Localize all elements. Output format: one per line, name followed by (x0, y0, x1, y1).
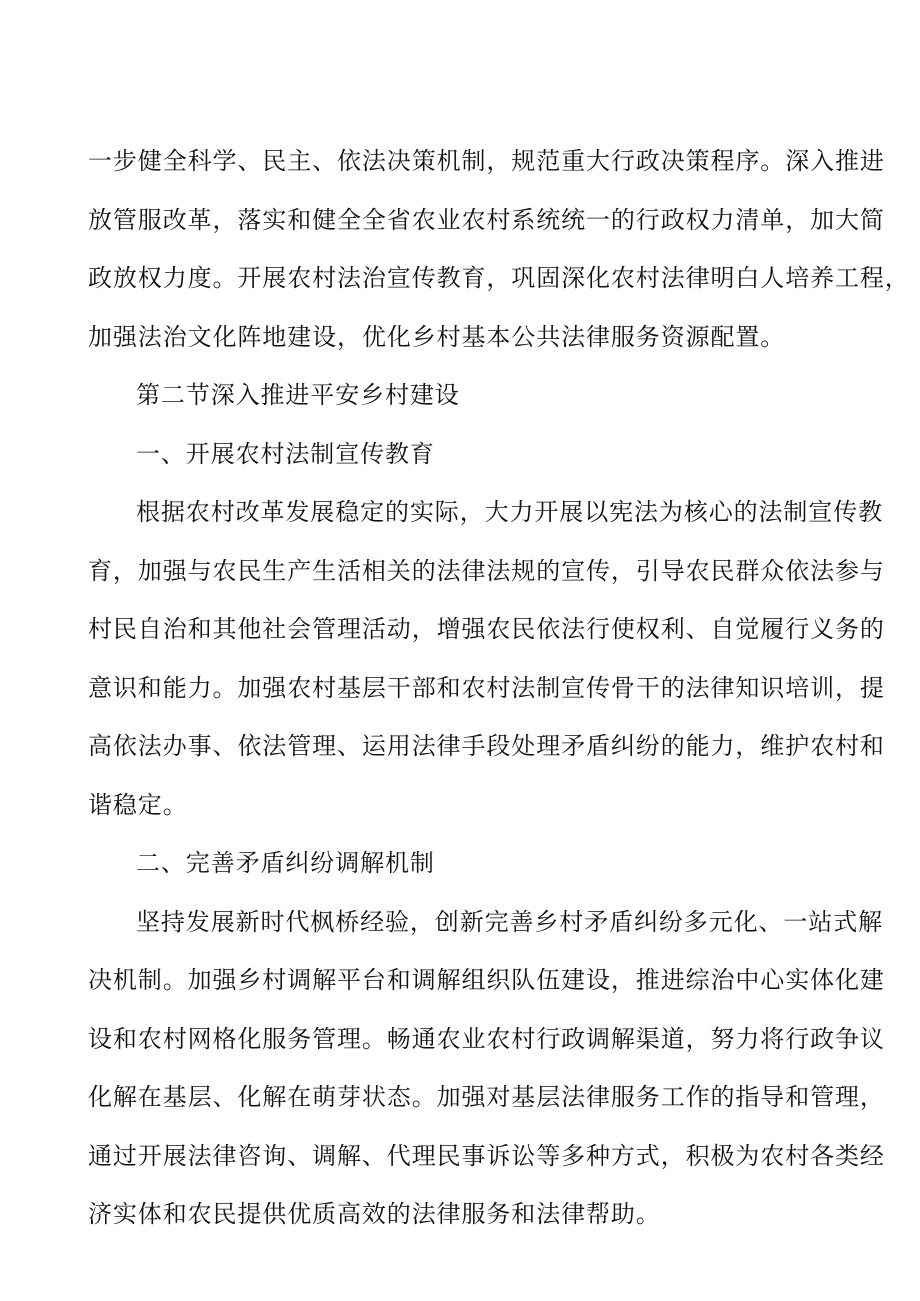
paragraph-line: 高依法办事、依法管理、运用法律手段处理矛盾纠纷的能力，维护农村和 (88, 732, 885, 760)
paragraph-line: 济实体和农民提供优质高效的法律服务和法律帮助。 (88, 1200, 661, 1228)
paragraph-line: 育，加强与农民生产生活相关的法律法规的宣传，引导农民群众依法参与 (88, 556, 885, 585)
paragraph-line: 通过开展法律咨询、调解、代理民事诉讼等多种方式，积极为农村各类经 (88, 1141, 885, 1170)
paragraph-line: 决机制。加强乡村调解平台和调解组织队伍建设，推进综治中心实体化建 (88, 966, 885, 994)
paragraph-line: 化解在基层、化解在萌芽状态。加强对基层法律服务工作的指导和管理， (88, 1083, 885, 1111)
subsection-heading: 二、完善矛盾纠纷调解机制 (136, 849, 435, 877)
paragraph-line: 设和农村网格化服务管理。畅通农业农村行政调解渠道，努力将行政争议 (88, 1024, 885, 1053)
section-heading: 第二节深入推进平安乡村建设 (136, 381, 460, 409)
paragraph-line: 政放权力度。开展农村法治宣传教育，巩固深化农村法律明白人培养工程， (88, 264, 910, 292)
paragraph-line: 意识和能力。加强农村基层干部和农村法制宣传骨干的法律知识培训，提 (88, 673, 885, 702)
document-body (88, 132, 910, 1244)
paragraph-line: 谐稳定。 (88, 790, 188, 819)
paragraph-line: 村民自治和其他社会管理活动，增强农民依法行使权利、自觉履行义务的 (88, 615, 885, 643)
paragraph-line: 坚持发展新时代枫桥经验，创新完善乡村矛盾纠纷多元化、一站式解 (136, 907, 883, 936)
paragraph-line: 加强法治文化阵地建设，优化乡村基本公共法律服务资源配置。 (88, 322, 786, 351)
paragraph-line: 一步健全科学、民主、依法决策机制，规范重大行政决策程序。深入推进 (88, 147, 885, 175)
paragraph-line: 放管服改革，落实和健全全省农业农村系统统一的行政权力清单，加大简 (88, 205, 885, 234)
subsection-heading: 一、开展农村法制宣传教育 (136, 439, 435, 468)
paragraph-line: 根据农村改革发展稳定的实际，大力开展以宪法为核心的法制宣传教 (136, 498, 883, 526)
